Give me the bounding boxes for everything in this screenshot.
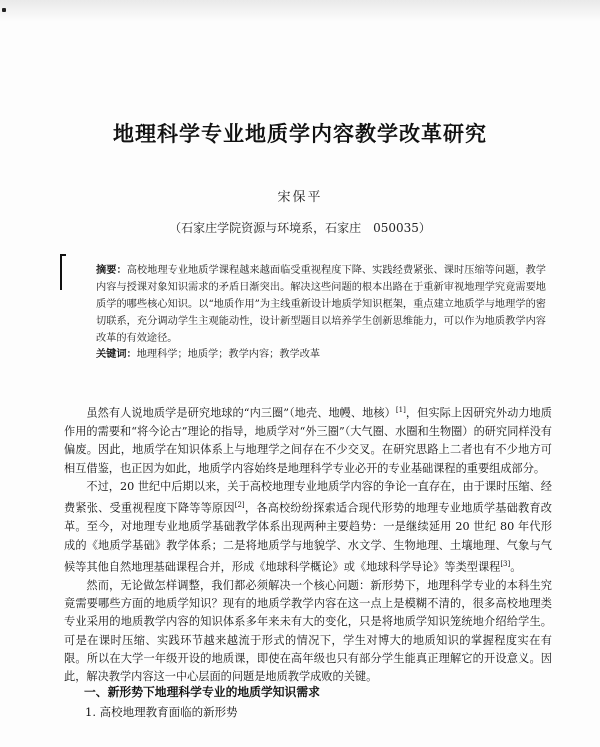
paragraph-text: 不过，20 世纪中后期以来，关于高校地理专业地质学内容的争论一直存在，由于课时压缩、经费紧张、受重视程度下降等等原因 [64, 479, 552, 515]
paper-title: 地理科学专业地质学内容教学改革研究 [113, 122, 487, 146]
paragraph-text: 。 [510, 560, 522, 574]
scan-speck [2, 8, 6, 12]
bracket-horizontal [60, 254, 66, 256]
paragraph-text: ，各高校纷纷探索适合现代形势的地理专业地质学基础教育改革。至今，对地理专业地质学基础教学体系出现两种主要趋势：一是继续延用 20 世纪 80 年代形成的《地质学基础》教学体系；二是将地质学与地貌学、水文学、生物地理、土壤地理、气象与气候等其他自然地理基础课程合并，形成《地球科学概论》或《地球科学导论》等类型课程 [64, 501, 552, 574]
citation-ref: [2] [234, 501, 245, 510]
paragraph-text: ，但实际上因研究外动力地质作用的需要和“将今论古”理论的指导，地质学对“外三圈”（大气圈、水圈和生物圈）的研究同样没有偏废。因此，地质学在知识体系上与地理学之间存在不少交叉。在研究思路上二者也有不少地方可相互借鉴，也正因为如此，地质学内容始终是地理科学专业必开的专业基础课程的重要组成部分。 [64, 406, 552, 475]
keywords-label: 关键词： [96, 349, 137, 360]
citation-ref: [1] [395, 406, 406, 414]
keywords [96, 345, 546, 360]
abstract [96, 262, 546, 347]
author-affiliation: （石家庄学院资源与环境系，石家庄 050035） [169, 221, 431, 235]
citation-ref: [3] [500, 559, 511, 568]
abstract-label: 摘要： [96, 265, 127, 276]
bracket-vertical [60, 254, 62, 290]
body-paragraph [64, 478, 552, 577]
body-text [64, 401, 552, 687]
paragraph-text: 然而，无论做怎样调整，我们都必须解决一个核心问题：新形势下，地理科学专业的本科生究竟需要哪些方面的地质学知识？现有的地质学教学内容在这一点上是模糊不清的，很多高校地理类专业采用的地质教学内容的知识体系多年来未有大的变化，只是将地质学知识笼统地介绍给学生。可是在课时压缩、实践环节越来越流于形式的情况下，学生对博大的地质知识的掌握程度实在有限。所以在大学一年级开设的地质课，即使在高年级也只有部分学生能真正理解它的开设意义。因此，解决教学内容这一中心层面的问题是地质教学成败的关键。 [64, 578, 552, 684]
subsection-heading: 1. 高校地理教育面临的新形势 [85, 705, 238, 719]
abstract-text: 高校地理专业地质学课程越来越面临受重视程度下降、实践经费紧张、课时压缩等问题，教学内容与授课对象知识需求的矛盾日渐突出。解决这些问题的根本出路在于重新审视地理学究竟需要地质学的哪些核心知识。以“地质作用”为主线重新设计地质学知识框架，重点建立地质学与地理学的密切联系，充分调动学生主观能动性，设计新型题目以培养学生创新思维能力，可以作为地质教学内容改革的有效途径。 [96, 265, 546, 344]
section-heading: 一、新形势下地理科学专业的地质学知识需求 [84, 685, 320, 699]
keywords-text: 地理科学；地质学；教学内容；教学改革 [136, 349, 321, 360]
body-paragraph [64, 577, 552, 687]
scan-shadow [0, 0, 600, 22]
paragraph-text: 虽然有人说地质学是研究地球的“内三圈”（地壳、地幔、地核） [86, 406, 396, 420]
author-name: 宋保平 [277, 190, 323, 205]
body-paragraph [64, 401, 552, 478]
